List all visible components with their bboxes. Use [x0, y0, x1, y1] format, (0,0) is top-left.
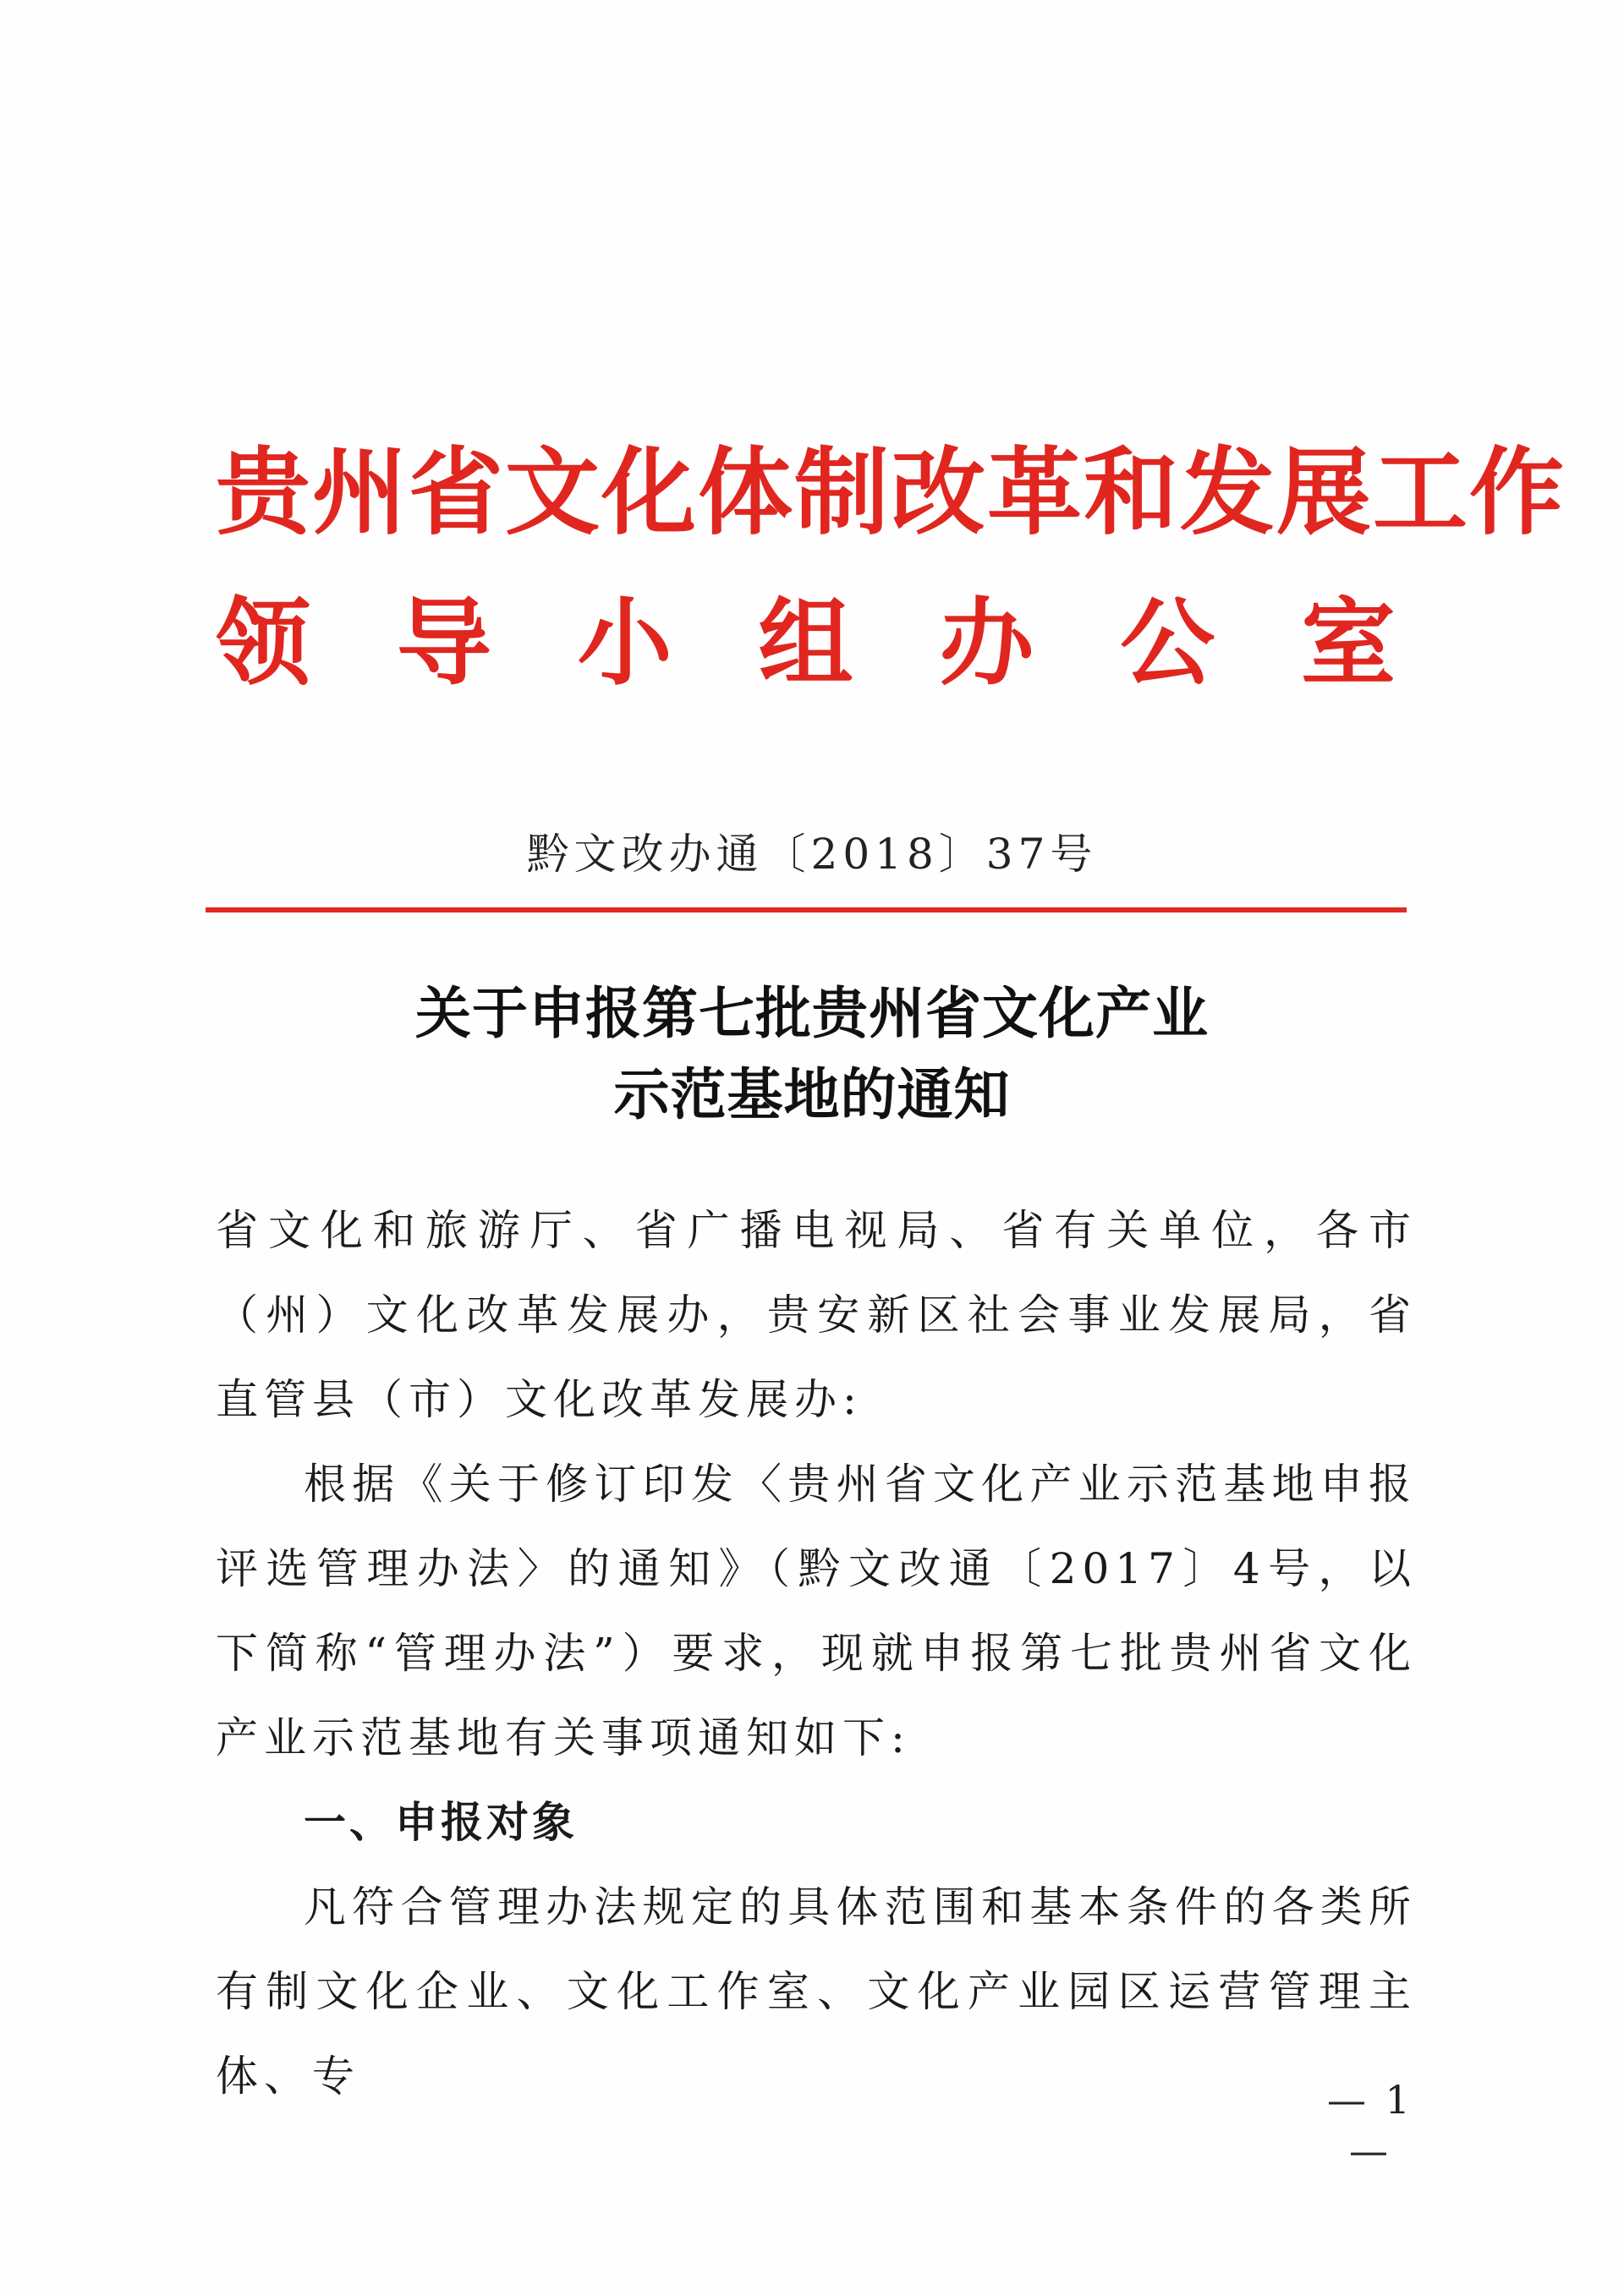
letterhead-line-2 [216, 580, 1396, 707]
addressees-paragraph: 省文化和旅游厅、省广播电视局、省有关单位，各市（州）文化改革发展办，贵安新区社会事业发展局，省直管县（市）文化改革发展办: [216, 1206, 1417, 1424]
document-body [216, 1188, 1417, 2118]
letterhead-char: 小 [577, 589, 672, 699]
section-1-paragraph: 凡符合管理办法规定的具体范围和基本条件的各类所有制文化企业、文化工作室、文化产业园区运营管理主体、专 [216, 1882, 1417, 2101]
section-heading-1: 一、申报对象 [304, 1798, 578, 1847]
letterhead-char: 领 [216, 589, 310, 699]
document-number: 黔文改办通〔2018〕37号 [526, 830, 1098, 879]
red-divider-line [206, 907, 1407, 912]
document-title-line-1: 关于申报第七批贵州省文化产业 [415, 980, 1209, 1046]
letterhead-line-1: 贵州省文化体制改革和发展工作 [216, 438, 1566, 548]
page-number: — 1 — [1327, 2077, 1413, 2173]
document-title-line-2: 示范基地的通知 [613, 1061, 1011, 1127]
letterhead-char: 办 [939, 589, 1034, 699]
letterhead-char: 导 [396, 589, 491, 699]
letterhead-char: 组 [758, 589, 853, 699]
letterhead-char: 公 [1120, 589, 1215, 699]
intro-paragraph: 根据《关于修订印发〈贵州省文化产业示范基地申报评选管理办法〉的通知》（黔文改通〔2017〕4号，以下简称“管理办法”）要求，现就申报第七批贵州省文化产业示范基地有关事项通知如下: [216, 1460, 1417, 1762]
letterhead-char: 室 [1300, 589, 1396, 699]
